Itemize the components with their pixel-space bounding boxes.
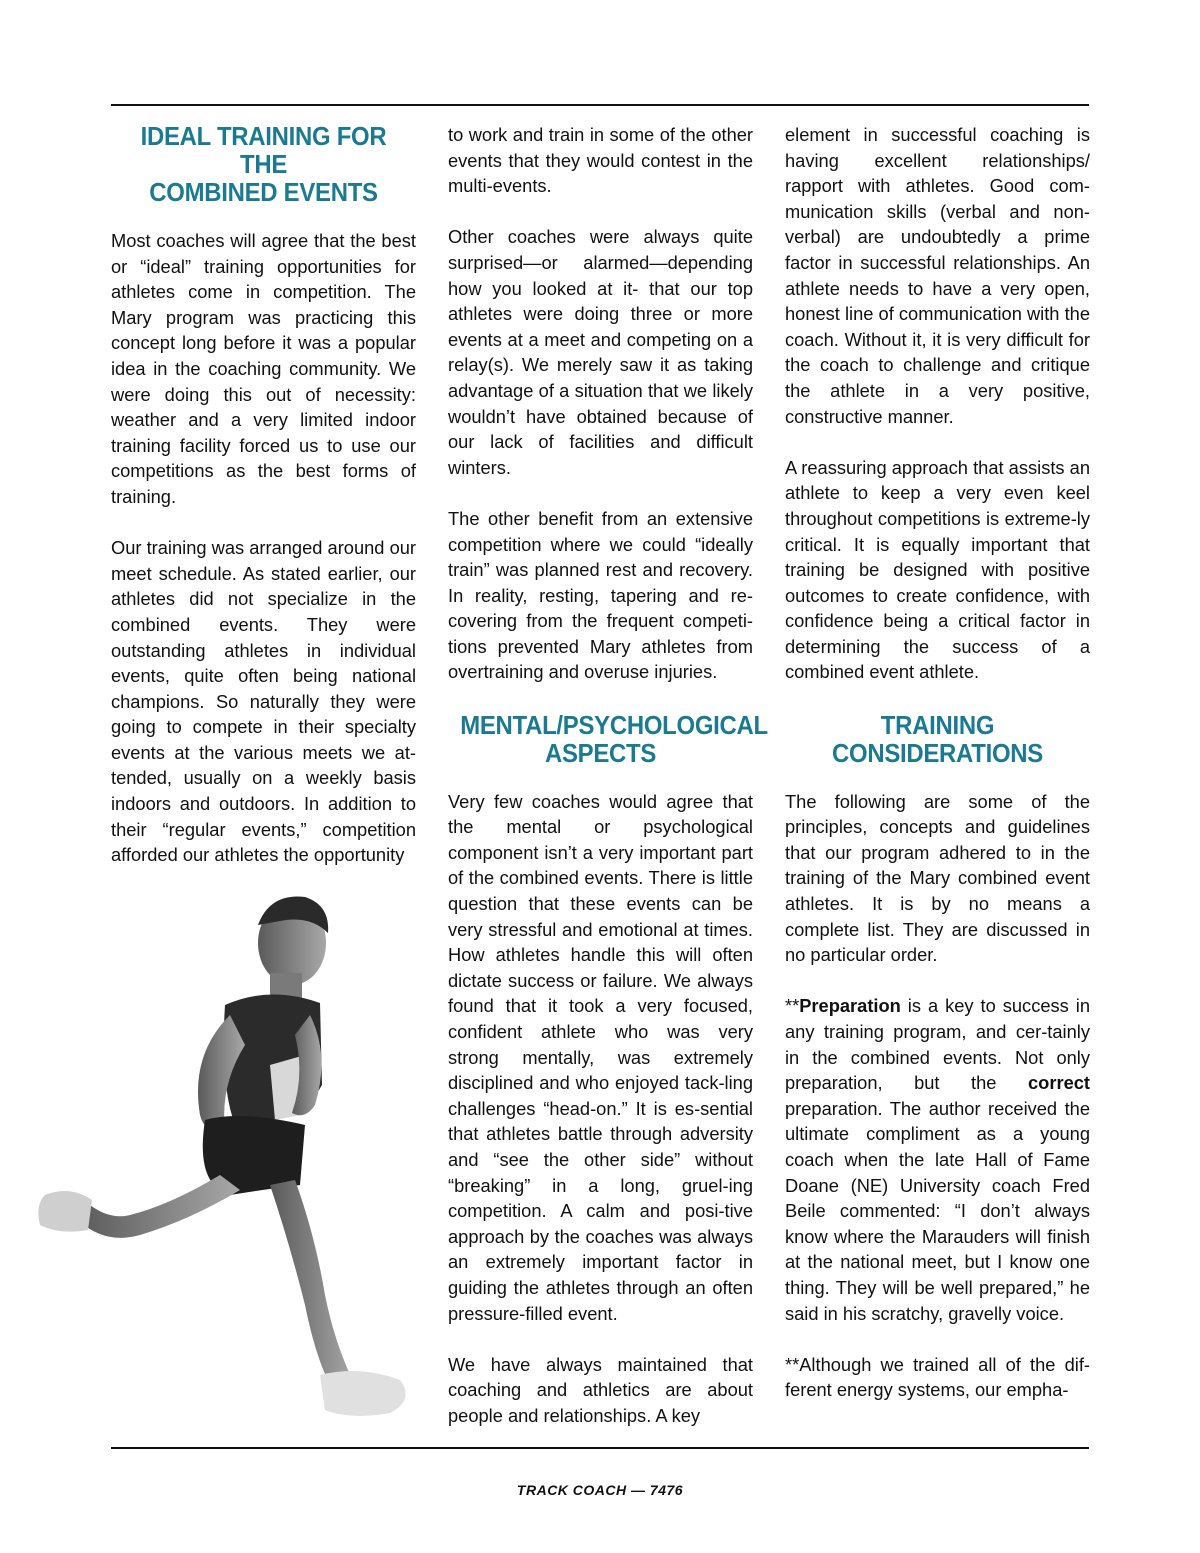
heading-mental-psychological: MENTAL/PSYCHOLOGICAL ASPECTS <box>460 709 768 768</box>
column-1 <box>111 122 416 893</box>
top-rule <box>111 104 1089 106</box>
heading-ideal-training: IDEAL TRAINING FOR THE COMBINED EVENTS <box>140 121 387 207</box>
paragraph: The following are some of the principles, concepts and guidelines that our program adhered to in the training of the Mary combined event athletes. It is by no means a complete list. They are discussed in no particular order. <box>785 790 1090 966</box>
paragraph: to work and train in some of the other events that they would contest in the multi-events. <box>448 124 753 197</box>
bold-correct: correct <box>1028 1072 1090 1094</box>
column-2 <box>448 122 768 1454</box>
paragraph: Most coaches will agree that the best or “ideal” training opportunities for athletes come in competition. The Mary program was practicing this concept long before it was a popular idea in the coaching community. We were doing this out of necessity: weather and a very limited indoor training facility forced us to use our competitions as the best forms of training. <box>111 230 416 507</box>
paragraph: element in successful coaching is having excellent relationships/ rapport with athletes. Good com-munication skills (verbal and non-verbal) are undoubtedly a prime factor in successful relationships. An athlete needs to have a very open, honest line of communication with the coach. Without it, it is very difficult for the coach to challenge and critique the athlete in a very positive, constructive manner. <box>785 124 1090 427</box>
heading-training-considerations: TRAINING CONSIDERATIONS <box>832 709 1043 768</box>
paragraph: **Although we trained all of the dif-ferent energy systems, our empha- <box>785 1353 1090 1401</box>
runner-photo <box>30 885 430 1440</box>
bottom-rule <box>111 1447 1089 1449</box>
paragraph: The other benefit from an extensive competition where we could “ideally train” was planned rest and recovery. In reality, resting, tapering and re-covering from the frequent competi-tions prevented Mary athletes from overtraining and overuse injuries. <box>448 507 753 683</box>
paragraph: Other coaches were always quite surprised—or alarmed—depending how you looked at it- that our top athletes were doing three or more events at a meet and competing on a relay(s). We merely saw it as taking advantage of a situation that we likely wouldn’t have obtained because of our lack of facilities and difficult winters. <box>448 226 753 478</box>
paragraph: A reassuring approach that assists an athlete to keep a very even keel throughout competitions is extreme-ly critical. It is equally important that training be designed with positive outcomes to create confidence, with confidence being a critical factor in determining the success of a combined event athlete. <box>785 456 1090 683</box>
paragraph-preparation: **Preparation is a key to success in any training program, and cer-tainly in the combined events. Not only preparation, but the correct preparation. The author received the ultimate compliment as a young coach when the late Hall of Fame Doane (NE) University coach Fred Beile commented: “I don’t always know where the Marauders will finish at the national meet, but I know one thing. They will be well prepared,” he said in his scratchy, gravelly voice. <box>785 995 1090 1324</box>
runner-shoe-front <box>320 1371 406 1416</box>
paragraph: Very few coaches would agree that the mental or psychological component isn’t a very important part of the combined events. There is little question that these events can be very stressful and emotional at times. How athletes handle this will often dictate success or failure. We always found that it took a very focused, confident athlete who was very strong mentally, was extremely disciplined and who enjoyed tack-ling challenges “head-on.” It is es-sential that athletes battle through adversity and “see the other side” without “breaking” in a long, gruel-ing competition. A calm and posi-tive approach by the coaches was always an extremely important factor in guiding the athletes through an often pressure-filled event. <box>448 790 753 1324</box>
runner-shoe-back <box>38 1191 92 1232</box>
bold-preparation: Preparation <box>799 995 901 1017</box>
column-3 <box>785 122 1090 1429</box>
paragraph: We have always maintained that coaching and athletics are about people and relationships. A key <box>448 1353 753 1426</box>
paragraph: Our training was arranged around our meet schedule. As stated earlier, our athletes did not specialize in the combined events. They were outstanding athletes in individual events, quite often being national champions. So naturally they were going to compete in their specialty events at the various meets we at-tended, usually on a weekly basis indoors and outdoors. In addition to their “regular events,” competition afforded our athletes the opportunity <box>111 537 416 866</box>
page-footer: TRACK COACH — 7476 <box>516 1482 684 1498</box>
